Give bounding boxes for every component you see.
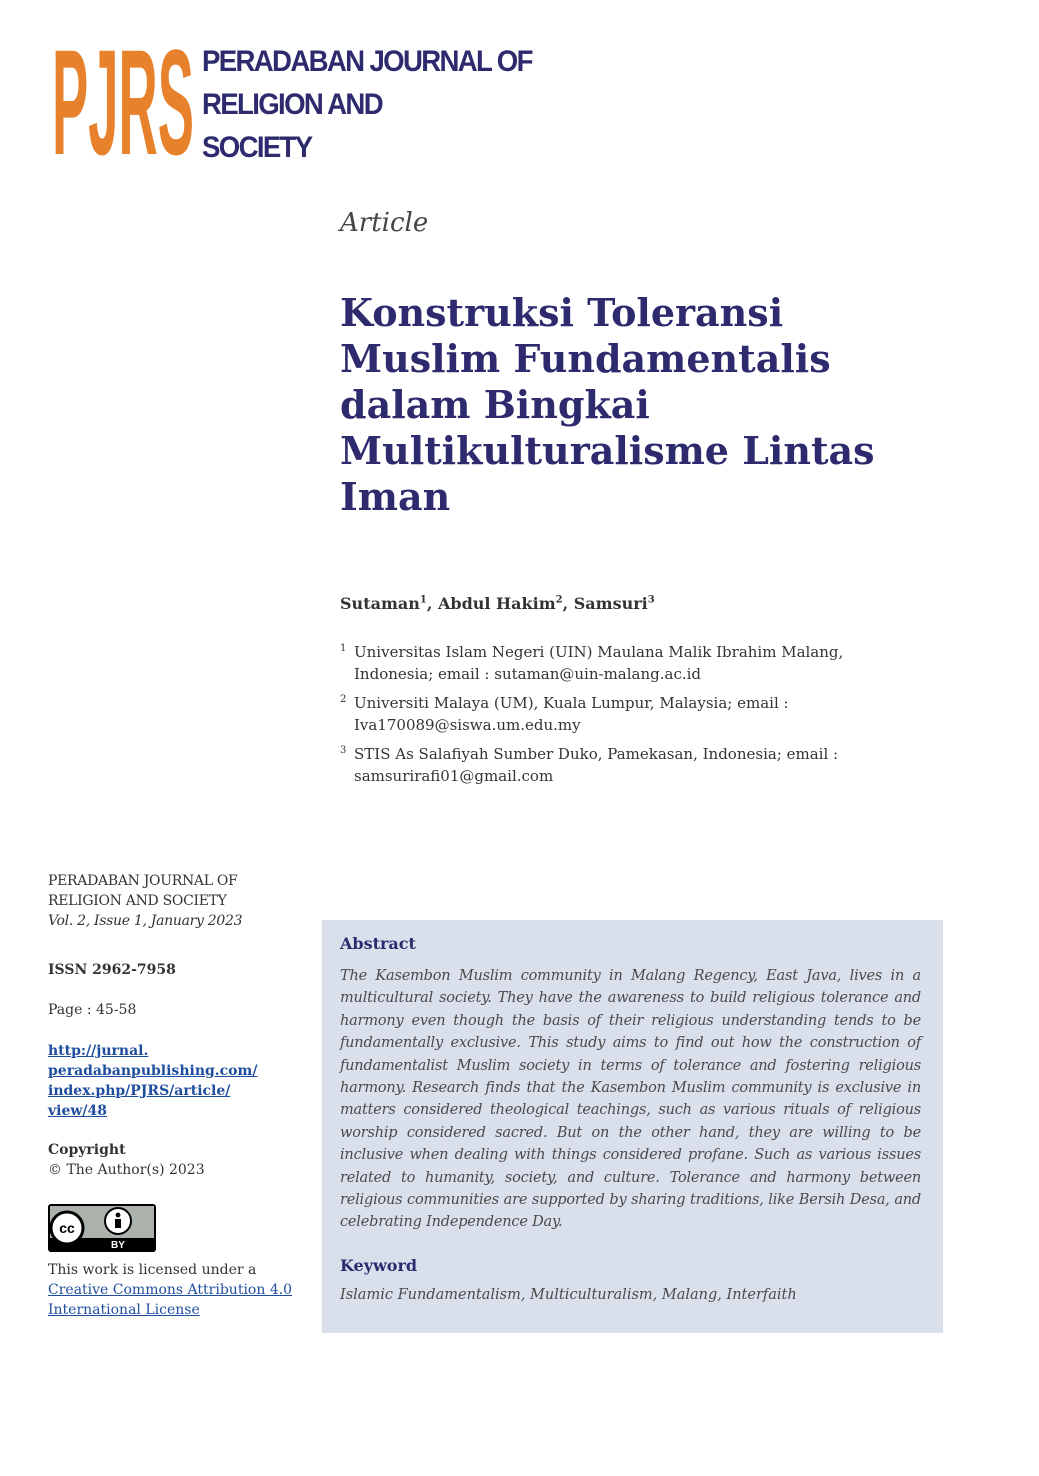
url-line: index.php/PJRS/article/ [48,1083,231,1099]
affiliation-text: Universiti Malaya (UM), Kuala Lumpur, Malaysia; email : Iva170089@siswa.um.edu.my [354,694,789,734]
author-name: Abdul Hakim [437,594,556,613]
logo-mark-text: PJRS [52,36,194,160]
author-name: Samsuri [573,594,648,613]
sidebar-article-url [48,1041,308,1121]
abstract-heading: Abstract [340,934,416,953]
abstract-text: The Kasembon Muslim community in Malang Regency, East Java, lives in a multicultural society. They have the awareness to build religious tolerance and harmony even though the basis of their religious understanding tends to be fundamentally exclusive. This study aims to find out how the construction of fundamentalist Muslim society in terms of tolerance and fostering religious harmony. Research finds that the Kasembon Muslim community is exclusive in matters considered theological teachings, such as various rituals of religious worship considered sacred. But on the other hand, they are willing to be inclusive when dealing with things considered profane. Such as various issues related to humanity, society, and culture. Tolerance and harmony between religious communities are supported by sharing traditions, like Bersih Desa, and celebrating Independence Day. [340,968,921,1231]
sidebar-journal-name: PERADABAN JOURNAL OF RELIGION AND SOCIETY [48,873,238,909]
affiliation-number: 3 [340,745,347,756]
author-sup: 1 [419,594,427,606]
journal-logo-mark [52,36,194,160]
journal-logo-text [202,40,533,169]
affiliation-text: Universitas Islam Negeri (UIN) Maulana Malik Ibrahim Malang, Indonesia; email : sutaman@uin-malang.ac.id [354,643,844,683]
author-sup: 3 [647,594,655,606]
affiliation-text: STIS As Salafiyah Sumber Duko, Pamekasan, Indonesia; email : samsurirafi01@gmail.com [354,745,839,785]
abstract-box [322,920,943,1333]
affiliation [340,692,920,736]
sidebar-pages: Page : 45-58 [48,1002,137,1018]
copyright-heading: Copyright [48,1142,126,1158]
article-type-label: Article [340,208,429,238]
author-name: Sutaman [340,594,420,613]
affiliation [340,641,920,685]
author-list: Sutaman$^1$, Abdul Hakim$^2$, Samsuri$^3$ [340,594,655,613]
url-line: http://jurnal. [48,1043,149,1059]
sidebar-journal-info [48,871,308,931]
copyright-text: © The Author(s) 2023 [48,1162,205,1178]
cc-badge-label: BY [111,1240,125,1251]
sidebar-copyright [48,1140,308,1180]
sidebar-issn: ISSN 2962-7958 [48,962,176,978]
keyword-heading: Keyword [340,1255,418,1275]
url-line: peradabanpublishing.com/ [48,1063,258,1079]
affiliation-number: 1 [340,643,347,654]
logo-line-3: SOCIETY [202,131,312,164]
svg-text:cc: cc [59,1220,75,1236]
url-line: view/48 [48,1103,108,1119]
article-title: Konstruksi Toleransi Muslim Fundamentalis dalam Bingkai Multikulturalisme Lintas Iman [340,290,875,519]
license-prefix: This work is licensed under a [48,1262,257,1278]
sidebar-license [48,1260,308,1320]
license-link[interactable]: Creative Commons Attribution 4.0 International License [48,1282,293,1318]
author-sup: 2 [555,594,563,606]
cc-icon [51,1212,83,1244]
logo-line-1: PERADABAN JOURNAL OF [202,45,532,78]
affiliation [340,743,920,787]
logo-line-2: RELIGION AND [202,88,382,121]
attribution-icon [105,1208,131,1234]
sidebar-volume: Vol. 2, Issue 1, January 2023 [48,913,243,929]
affiliation-number: 2 [340,694,347,705]
cc-by-badge[interactable] [48,1204,156,1252]
article-url-link[interactable] [48,1043,257,1119]
keyword-list: Islamic Fundamentalism, Multiculturalism, Malang, Interfaith [340,1286,797,1303]
